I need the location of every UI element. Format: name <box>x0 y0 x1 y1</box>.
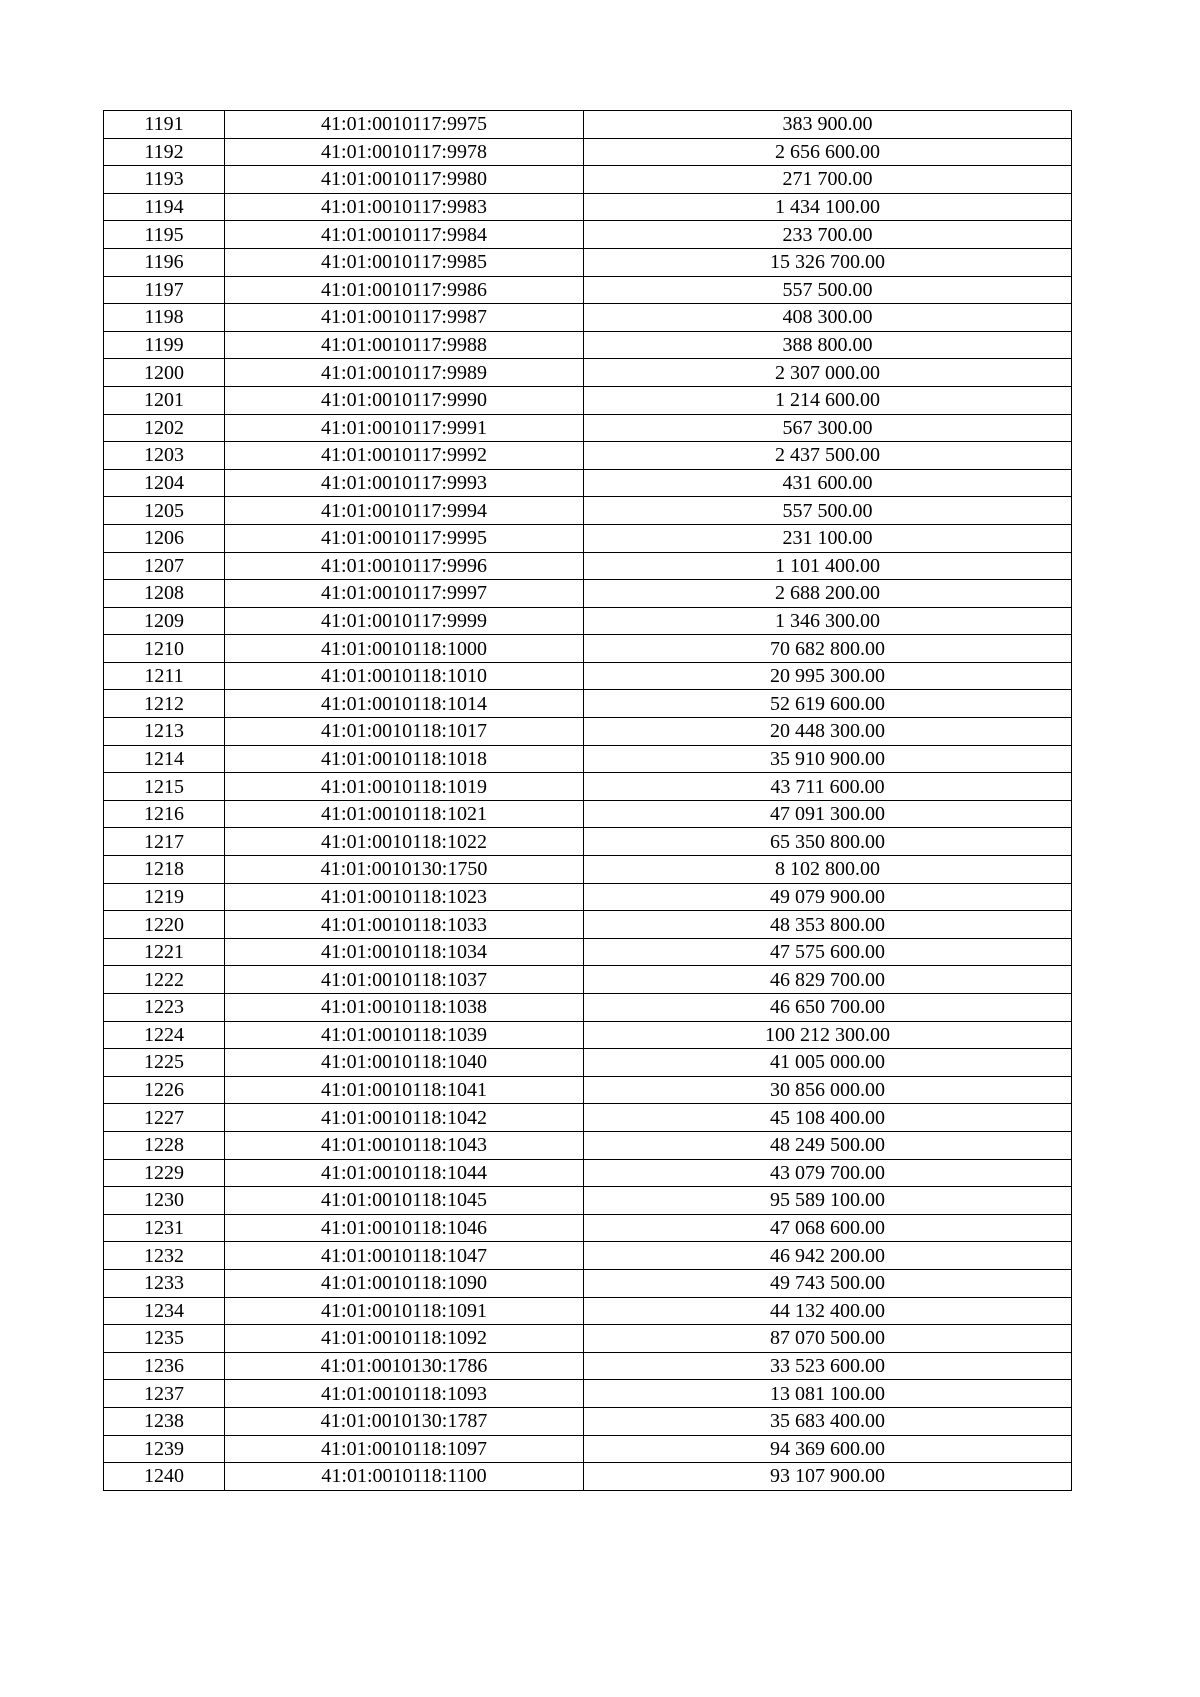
cadastral-value-cell: 49 079 900.00 <box>584 883 1072 911</box>
cadastral-number-cell: 41:01:0010118:1014 <box>225 690 584 718</box>
cadastral-value-cell: 431 600.00 <box>584 469 1072 497</box>
table-row <box>104 1242 1072 1270</box>
table-row <box>104 1297 1072 1325</box>
cadastral-value-cell: 46 650 700.00 <box>584 994 1072 1022</box>
table-row <box>104 524 1072 552</box>
row-number-cell: 1231 <box>104 1214 225 1242</box>
cadastral-number-cell: 41:01:0010118:1039 <box>225 1021 584 1049</box>
table-row <box>104 883 1072 911</box>
table-row <box>104 1159 1072 1187</box>
table-row <box>104 138 1072 166</box>
cadastral-number-cell: 41:01:0010117:9983 <box>225 193 584 221</box>
cadastral-number-cell: 41:01:0010117:9987 <box>225 304 584 332</box>
row-number-cell: 1222 <box>104 966 225 994</box>
cadastral-value-cell: 383 900.00 <box>584 111 1072 139</box>
table-row <box>104 221 1072 249</box>
row-number-cell: 1220 <box>104 911 225 939</box>
cadastral-number-cell: 41:01:0010130:1750 <box>225 856 584 884</box>
cadastral-value-cell: 65 350 800.00 <box>584 828 1072 856</box>
table-row <box>104 166 1072 194</box>
row-number-cell: 1234 <box>104 1297 225 1325</box>
table-row <box>104 552 1072 580</box>
cadastral-value-cell: 33 523 600.00 <box>584 1352 1072 1380</box>
table-row <box>104 1021 1072 1049</box>
row-number-cell: 1233 <box>104 1269 225 1297</box>
cadastral-number-cell: 41:01:0010117:9978 <box>225 138 584 166</box>
row-number-cell: 1199 <box>104 331 225 359</box>
row-number-cell: 1193 <box>104 166 225 194</box>
row-number-cell: 1203 <box>104 442 225 470</box>
row-number-cell: 1237 <box>104 1380 225 1408</box>
cadastral-value-cell: 44 132 400.00 <box>584 1297 1072 1325</box>
cadastral-number-cell: 41:01:0010118:1022 <box>225 828 584 856</box>
row-number-cell: 1211 <box>104 662 225 690</box>
cadastral-value-cell: 30 856 000.00 <box>584 1076 1072 1104</box>
cadastral-value-cell: 1 434 100.00 <box>584 193 1072 221</box>
cadastral-number-cell: 41:01:0010118:1100 <box>225 1463 584 1491</box>
cadastral-number-cell: 41:01:0010117:9990 <box>225 386 584 414</box>
table-row <box>104 966 1072 994</box>
cadastral-number-cell: 41:01:0010117:9997 <box>225 580 584 608</box>
cadastral-number-cell: 41:01:0010117:9985 <box>225 248 584 276</box>
cadastral-value-cell: 388 800.00 <box>584 331 1072 359</box>
cadastral-number-cell: 41:01:0010118:1097 <box>225 1435 584 1463</box>
cadastral-value-cell: 567 300.00 <box>584 414 1072 442</box>
cadastral-number-cell: 41:01:0010117:9996 <box>225 552 584 580</box>
row-number-cell: 1212 <box>104 690 225 718</box>
row-number-cell: 1229 <box>104 1159 225 1187</box>
table-row <box>104 1352 1072 1380</box>
table-row <box>104 248 1072 276</box>
cadastral-value-cell: 70 682 800.00 <box>584 635 1072 663</box>
table-row <box>104 690 1072 718</box>
row-number-cell: 1206 <box>104 524 225 552</box>
cadastral-number-cell: 41:01:0010117:9993 <box>225 469 584 497</box>
table-row <box>104 469 1072 497</box>
cadastral-number-cell: 41:01:0010118:1041 <box>225 1076 584 1104</box>
table-row <box>104 800 1072 828</box>
table-row <box>104 607 1072 635</box>
cadastral-number-cell: 41:01:0010118:1000 <box>225 635 584 663</box>
row-number-cell: 1215 <box>104 773 225 801</box>
cadastral-value-cell: 233 700.00 <box>584 221 1072 249</box>
cadastral-value-cell: 13 081 100.00 <box>584 1380 1072 1408</box>
cadastral-number-cell: 41:01:0010117:9975 <box>225 111 584 139</box>
cadastral-number-cell: 41:01:0010118:1044 <box>225 1159 584 1187</box>
table-row <box>104 828 1072 856</box>
cadastral-number-cell: 41:01:0010118:1092 <box>225 1325 584 1353</box>
row-number-cell: 1236 <box>104 1352 225 1380</box>
cadastral-value-cell: 48 249 500.00 <box>584 1131 1072 1159</box>
row-number-cell: 1221 <box>104 938 225 966</box>
row-number-cell: 1232 <box>104 1242 225 1270</box>
cadastral-number-cell: 41:01:0010118:1093 <box>225 1380 584 1408</box>
row-number-cell: 1225 <box>104 1049 225 1077</box>
cadastral-value-cell: 2 688 200.00 <box>584 580 1072 608</box>
row-number-cell: 1192 <box>104 138 225 166</box>
cadastral-value-cell: 557 500.00 <box>584 497 1072 525</box>
cadastral-value-cell: 2 656 600.00 <box>584 138 1072 166</box>
cadastral-value-cell: 35 910 900.00 <box>584 745 1072 773</box>
cadastral-value-cell: 1 214 600.00 <box>584 386 1072 414</box>
cadastral-number-cell: 41:01:0010130:1786 <box>225 1352 584 1380</box>
cadastral-value-cell: 8 102 800.00 <box>584 856 1072 884</box>
cadastral-number-cell: 41:01:0010117:9986 <box>225 276 584 304</box>
cadastral-number-cell: 41:01:0010118:1037 <box>225 966 584 994</box>
row-number-cell: 1202 <box>104 414 225 442</box>
table-row <box>104 276 1072 304</box>
cadastral-number-cell: 41:01:0010117:9980 <box>225 166 584 194</box>
cadastral-number-cell: 41:01:0010117:9995 <box>225 524 584 552</box>
cadastral-value-table <box>103 110 1072 1491</box>
row-number-cell: 1228 <box>104 1131 225 1159</box>
row-number-cell: 1205 <box>104 497 225 525</box>
cadastral-number-cell: 41:01:0010118:1017 <box>225 718 584 746</box>
cadastral-number-cell: 41:01:0010118:1047 <box>225 1242 584 1270</box>
table-row <box>104 635 1072 663</box>
cadastral-value-cell: 1 346 300.00 <box>584 607 1072 635</box>
table-row <box>104 442 1072 470</box>
cadastral-number-cell: 41:01:0010118:1019 <box>225 773 584 801</box>
cadastral-value-cell: 48 353 800.00 <box>584 911 1072 939</box>
cadastral-value-cell: 35 683 400.00 <box>584 1407 1072 1435</box>
row-number-cell: 1198 <box>104 304 225 332</box>
row-number-cell: 1195 <box>104 221 225 249</box>
cadastral-value-cell: 93 107 900.00 <box>584 1463 1072 1491</box>
row-number-cell: 1204 <box>104 469 225 497</box>
cadastral-number-cell: 41:01:0010118:1018 <box>225 745 584 773</box>
cadastral-number-cell: 41:01:0010130:1787 <box>225 1407 584 1435</box>
cadastral-value-cell: 95 589 100.00 <box>584 1187 1072 1215</box>
cadastral-number-cell: 41:01:0010117:9992 <box>225 442 584 470</box>
table-row <box>104 497 1072 525</box>
cadastral-value-cell: 47 091 300.00 <box>584 800 1072 828</box>
table-row <box>104 386 1072 414</box>
table-row <box>104 718 1072 746</box>
cadastral-number-cell: 41:01:0010118:1034 <box>225 938 584 966</box>
table-row <box>104 856 1072 884</box>
row-number-cell: 1230 <box>104 1187 225 1215</box>
cadastral-value-cell: 87 070 500.00 <box>584 1325 1072 1353</box>
cadastral-value-cell: 271 700.00 <box>584 166 1072 194</box>
cadastral-number-cell: 41:01:0010117:9984 <box>225 221 584 249</box>
row-number-cell: 1208 <box>104 580 225 608</box>
cadastral-value-cell: 231 100.00 <box>584 524 1072 552</box>
table-row <box>104 1049 1072 1077</box>
table-row <box>104 193 1072 221</box>
table-row <box>104 414 1072 442</box>
cadastral-value-cell: 45 108 400.00 <box>584 1104 1072 1132</box>
row-number-cell: 1216 <box>104 800 225 828</box>
row-number-cell: 1201 <box>104 386 225 414</box>
cadastral-number-cell: 41:01:0010118:1023 <box>225 883 584 911</box>
cadastral-value-cell: 47 575 600.00 <box>584 938 1072 966</box>
row-number-cell: 1191 <box>104 111 225 139</box>
cadastral-value-cell: 41 005 000.00 <box>584 1049 1072 1077</box>
row-number-cell: 1209 <box>104 607 225 635</box>
cadastral-number-cell: 41:01:0010118:1090 <box>225 1269 584 1297</box>
cadastral-value-cell: 100 212 300.00 <box>584 1021 1072 1049</box>
cadastral-number-cell: 41:01:0010118:1033 <box>225 911 584 939</box>
row-number-cell: 1200 <box>104 359 225 387</box>
cadastral-number-cell: 41:01:0010118:1038 <box>225 994 584 1022</box>
cadastral-number-cell: 41:01:0010118:1021 <box>225 800 584 828</box>
table-row <box>104 1407 1072 1435</box>
cadastral-number-cell: 41:01:0010118:1045 <box>225 1187 584 1215</box>
table-row <box>104 111 1072 139</box>
cadastral-value-cell: 49 743 500.00 <box>584 1269 1072 1297</box>
cadastral-value-cell: 43 711 600.00 <box>584 773 1072 801</box>
row-number-cell: 1197 <box>104 276 225 304</box>
row-number-cell: 1240 <box>104 1463 225 1491</box>
table-row <box>104 1104 1072 1132</box>
row-number-cell: 1224 <box>104 1021 225 1049</box>
table-row <box>104 773 1072 801</box>
cadastral-value-cell: 52 619 600.00 <box>584 690 1072 718</box>
cadastral-number-cell: 41:01:0010118:1046 <box>225 1214 584 1242</box>
cadastral-value-cell: 408 300.00 <box>584 304 1072 332</box>
table-row <box>104 911 1072 939</box>
cadastral-number-cell: 41:01:0010117:9999 <box>225 607 584 635</box>
cadastral-value-cell: 557 500.00 <box>584 276 1072 304</box>
table-row <box>104 1380 1072 1408</box>
cadastral-number-cell: 41:01:0010117:9988 <box>225 331 584 359</box>
cadastral-number-cell: 41:01:0010118:1040 <box>225 1049 584 1077</box>
table-body <box>104 111 1072 1491</box>
row-number-cell: 1218 <box>104 856 225 884</box>
table-row <box>104 1187 1072 1215</box>
cadastral-value-cell: 15 326 700.00 <box>584 248 1072 276</box>
row-number-cell: 1214 <box>104 745 225 773</box>
row-number-cell: 1227 <box>104 1104 225 1132</box>
row-number-cell: 1210 <box>104 635 225 663</box>
table-row <box>104 304 1072 332</box>
table-row <box>104 1269 1072 1297</box>
cadastral-number-cell: 41:01:0010118:1042 <box>225 1104 584 1132</box>
cadastral-number-cell: 41:01:0010117:9994 <box>225 497 584 525</box>
table-row <box>104 1076 1072 1104</box>
row-number-cell: 1223 <box>104 994 225 1022</box>
table-row <box>104 580 1072 608</box>
table-row <box>104 745 1072 773</box>
row-number-cell: 1239 <box>104 1435 225 1463</box>
cadastral-value-cell: 94 369 600.00 <box>584 1435 1072 1463</box>
cadastral-value-cell: 2 307 000.00 <box>584 359 1072 387</box>
table-row <box>104 359 1072 387</box>
table-row <box>104 1214 1072 1242</box>
cadastral-value-cell: 1 101 400.00 <box>584 552 1072 580</box>
table-row <box>104 331 1072 359</box>
table-row <box>104 994 1072 1022</box>
row-number-cell: 1196 <box>104 248 225 276</box>
table-row <box>104 1131 1072 1159</box>
row-number-cell: 1213 <box>104 718 225 746</box>
cadastral-value-cell: 20 448 300.00 <box>584 718 1072 746</box>
cadastral-number-cell: 41:01:0010118:1010 <box>225 662 584 690</box>
table-row <box>104 1325 1072 1353</box>
table-row <box>104 662 1072 690</box>
row-number-cell: 1207 <box>104 552 225 580</box>
cadastral-value-cell: 20 995 300.00 <box>584 662 1072 690</box>
cadastral-number-cell: 41:01:0010117:9989 <box>225 359 584 387</box>
cadastral-value-cell: 46 942 200.00 <box>584 1242 1072 1270</box>
cadastral-value-cell: 43 079 700.00 <box>584 1159 1072 1187</box>
row-number-cell: 1238 <box>104 1407 225 1435</box>
row-number-cell: 1219 <box>104 883 225 911</box>
cadastral-number-cell: 41:01:0010118:1091 <box>225 1297 584 1325</box>
cadastral-number-cell: 41:01:0010117:9991 <box>225 414 584 442</box>
row-number-cell: 1226 <box>104 1076 225 1104</box>
cadastral-value-cell: 47 068 600.00 <box>584 1214 1072 1242</box>
row-number-cell: 1235 <box>104 1325 225 1353</box>
table-row <box>104 938 1072 966</box>
table-row <box>104 1463 1072 1491</box>
row-number-cell: 1194 <box>104 193 225 221</box>
cadastral-number-cell: 41:01:0010118:1043 <box>225 1131 584 1159</box>
cadastral-value-cell: 46 829 700.00 <box>584 966 1072 994</box>
table-row <box>104 1435 1072 1463</box>
row-number-cell: 1217 <box>104 828 225 856</box>
cadastral-value-cell: 2 437 500.00 <box>584 442 1072 470</box>
